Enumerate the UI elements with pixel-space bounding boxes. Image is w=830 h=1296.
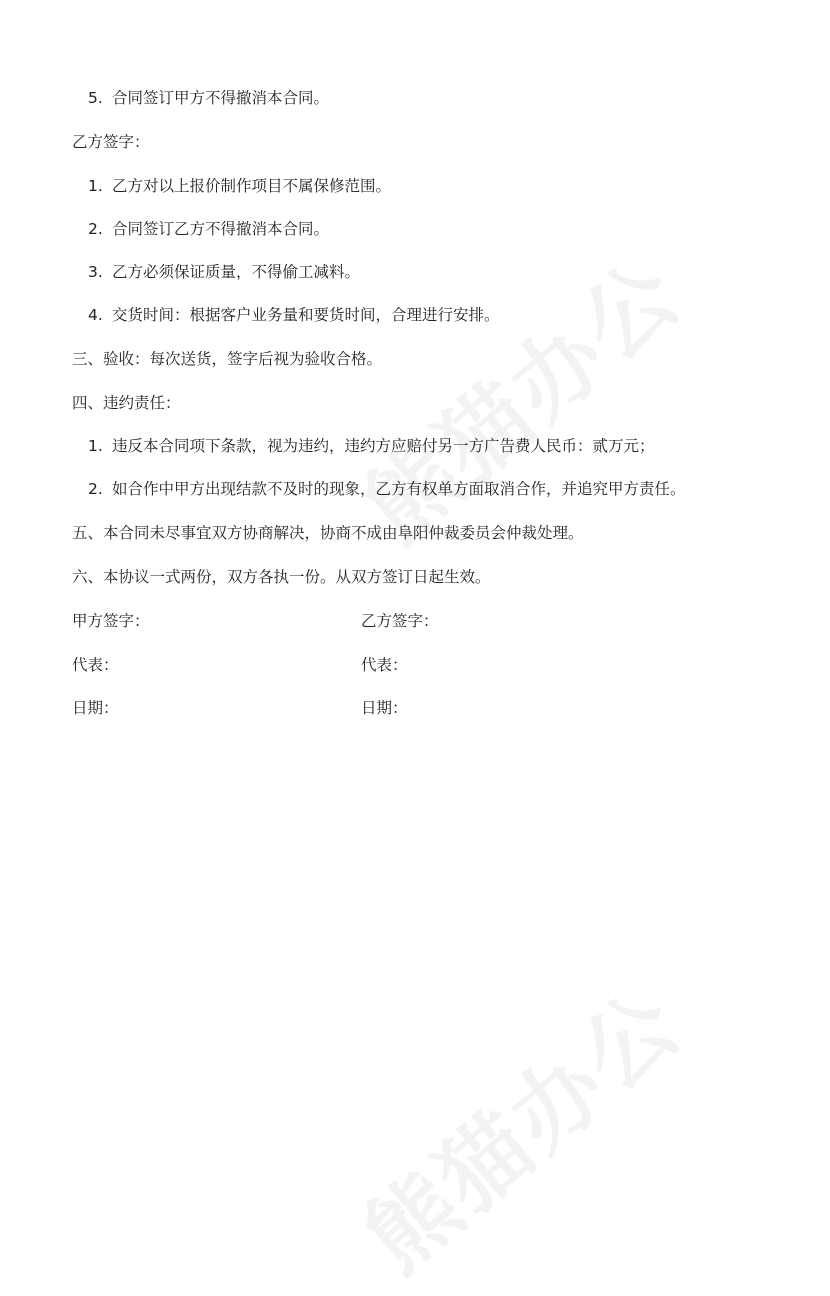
section-dispute: 五、本合同未尽事宜双方协商解决，协商不成由阜阳仲裁委员会仲裁处理。 [72, 524, 584, 542]
party-b-item-1 [88, 176, 391, 196]
list-text: 如合作中甲方出现结款不及时的现象，乙方有权单方面取消合作，并追究甲方责任。 [112, 480, 686, 498]
list-number: 1. [88, 437, 103, 455]
party-a-signature-label: 甲方签字： [72, 612, 150, 630]
list-number: 4. [88, 306, 103, 324]
list-number: 2. [88, 480, 103, 498]
section-liability-heading: 四、违约责任： [72, 394, 181, 412]
list-number: 1. [88, 177, 103, 195]
list-number: 2. [88, 220, 103, 238]
watermark [332, 224, 704, 565]
watermark [332, 954, 704, 1295]
party-b-item-4 [88, 305, 500, 325]
party-b-date-label: 日期： [361, 699, 408, 717]
liability-item-1 [88, 436, 655, 456]
list-text: 交货时间：根据客户业务量和要货时间，合理进行安排。 [112, 306, 500, 324]
list-text: 违反本合同项下条款，视为违约，违约方应赔付另一方广告费人民币：贰万元； [112, 437, 655, 455]
party-a-clause-5 [88, 88, 329, 108]
list-number: 5. [88, 89, 103, 107]
party-a-date-label: 日期： [72, 699, 119, 717]
list-text: 乙方必须保证质量，不得偷工减料。 [112, 263, 361, 281]
list-number: 3. [88, 263, 103, 281]
party-b-item-2 [88, 219, 329, 239]
list-text: 乙方对以上报价制作项目不属保修范围。 [112, 177, 392, 195]
party-a-representative-label: 代表： [72, 656, 119, 674]
section-effect: 六、本协议一式两份，双方各执一份。从双方签订日起生效。 [72, 568, 491, 586]
party-b-heading: 乙方签字： [72, 133, 150, 151]
section-acceptance: 三、验收：每次送货，签字后视为验收合格。 [72, 350, 383, 368]
party-b-item-3 [88, 262, 360, 282]
party-b-signature-label: 乙方签字： [361, 612, 439, 630]
liability-item-2 [88, 479, 686, 499]
party-b-representative-label: 代表： [361, 656, 408, 674]
list-text: 合同签订甲方不得撤消本合同。 [112, 89, 330, 107]
list-text: 合同签订乙方不得撤消本合同。 [112, 220, 330, 238]
